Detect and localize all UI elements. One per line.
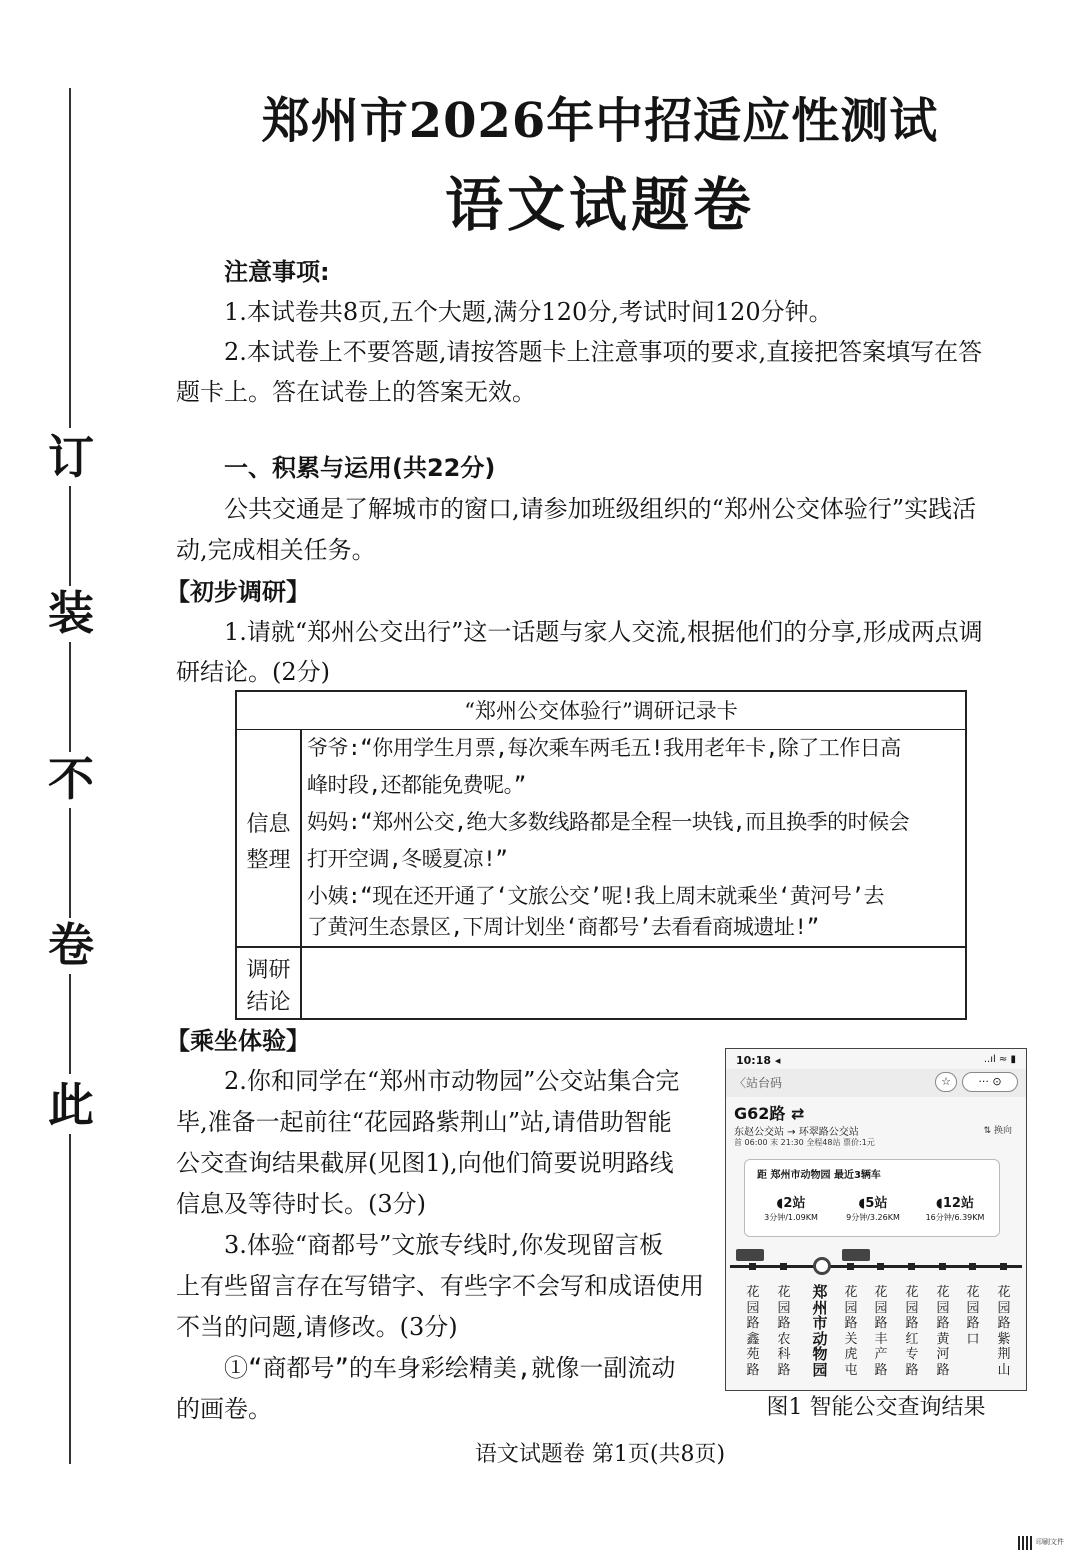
more-icon: ··· ⊙ [962,1072,1018,1092]
bus-stops-away: ◖2站 [776,1196,806,1211]
stop-dot [908,1263,915,1270]
stop-dot [939,1263,946,1270]
stop-name: 花园路关虎屯 [844,1285,858,1378]
card-title: “郑州公交体验行”调研记录卡 [237,692,965,730]
stop-dot [969,1263,976,1270]
card-line: 了黄河生态景区,下周计划坐‘商都号’去看看商城遗址!” [307,915,819,939]
section-heading: 一、积累与运用(共22分) [224,454,496,482]
binding-line [69,808,71,918]
back-link: 〈站台码 [734,1076,783,1090]
stop-name: 花园路鑫苑路 [746,1285,760,1378]
question-3: 上有些留言存在写错字、有些字不会写和成语使用 [176,1272,704,1300]
stop-dot [780,1263,787,1270]
binding-char: 不 [48,752,94,806]
binding-line [69,974,71,1074]
question-3: 3.体验“商都号”文旅专线时,你发现留言板 [224,1231,664,1259]
binding-line [69,1134,71,1464]
route-line [730,1265,1022,1268]
card-label-info: 整理 [246,848,291,873]
bus-stops-away: ◖12站 [936,1196,974,1211]
bus-query-screenshot [725,1048,1027,1391]
binding-line [69,642,71,752]
stop-name: 花园路红专路 [905,1285,919,1378]
bus-eta: 9分钟/3.26KM [846,1213,900,1222]
notes-line: 题卡上。答在试卷上的答案无效。 [176,378,536,406]
route-name: G62路 ⇄ [734,1104,805,1123]
stop-name: 花园路口 [966,1285,980,1347]
card-label-info: 信息 [246,812,291,837]
question-3-item: ①“商都号”的车身彩绘精美,就像一副流动 [224,1354,676,1382]
question-1: 1.请就“郑州公交出行”这一话题与家人交流,根据他们的分享,形成两点调 [224,618,983,646]
route-direction: 东赵公交站 → 环翠路公交站 [734,1127,859,1138]
card-divider [300,730,302,1020]
bus-eta: 16分钟/6.39KM [925,1213,985,1222]
stop-dot [877,1263,884,1270]
bus-icon [736,1249,764,1261]
nearest-buses-card [744,1159,1000,1237]
question-3: 不当的问题,请修改。(3分) [176,1313,458,1341]
card-line: 爷爷:“你用学生月票,每次乘车两毛五!我用老年卡,除了工作日高 [307,736,901,760]
research-tag: 【初步调研】 [166,578,310,606]
bus-stops-away: ◖5站 [858,1196,888,1211]
stop-name: 花园路丰产路 [874,1285,888,1378]
exam-subtitle: 语文试题卷 [444,171,755,239]
phone-time: 10:18 ◂ [736,1054,781,1067]
stop-name-current: 郑州市动物园 [812,1283,828,1379]
notes-heading: 注意事项: [224,258,330,286]
question-2: 毕,准备一起前往“花园路紫荆山”站,请借助智能 [176,1108,672,1136]
route-info: 首 06:00 末 21:30 全程48站 票价:1元 [734,1138,875,1147]
question-2: 公交查询结果截屏(见图1),向他们简要说明路线 [176,1149,674,1177]
page-footer: 语文试题卷 第1页(共8页) [474,1442,726,1467]
question-3-item: 的画卷。 [176,1395,272,1423]
exam-title: 郑州市2026年中招适应性测试 [261,93,939,149]
figure-caption: 图1 智能公交查询结果 [766,1395,986,1420]
card-line: 峰时段,还都能免费呢。” [307,773,526,797]
binding-line [69,88,71,428]
notes-line: 1.本试卷共8页,五个大题,满分120分,考试时间120分钟。 [224,298,833,326]
binding-char: 装 [48,586,94,640]
question-1: 研结论。(2分) [176,658,330,686]
stop-dot [749,1263,756,1270]
phone-status-icons: ..ıl ≈ ▮ [983,1054,1016,1065]
switch-direction: ⇅ 换向 [983,1126,1012,1136]
card-label-conclusion: 调研 [246,958,291,983]
stop-name: 花园路黄河路 [936,1285,950,1378]
phone-nav-buttons [935,1072,1018,1092]
stop-name: 花园路紫荆山 [997,1285,1011,1378]
notes-line: 2.本试卷上不要答题,请按答题卡上注意事项的要求,直接把答案填写在答 [224,338,983,366]
card-label-conclusion: 结论 [246,990,291,1015]
current-stop-marker [813,1257,831,1275]
binding-char: 此 [48,1078,94,1132]
stop-name: 花园路农科路 [777,1285,791,1378]
bus-icon [842,1249,870,1261]
binding-char: 卷 [48,918,94,972]
question-2: 信息及等待时长。(3分) [176,1190,426,1218]
card-line: 打开空调,冬暖夏凉!” [307,847,508,871]
card-line: 小姨:“现在还开通了‘文旅公交’呢!我上周末就乘坐‘黄河号’去 [307,884,884,908]
ride-tag: 【乘坐体验】 [166,1027,310,1055]
binding-line [69,486,71,586]
stop-dot [1000,1263,1007,1270]
watermark: 印刷文件 [1036,1538,1064,1546]
section-intro: 动,完成相关任务。 [176,536,376,564]
star-icon: ☆ [935,1072,957,1092]
nearest-buses-title: 距 郑州市动物园 最近3辆车 [757,1170,881,1181]
section-intro: 公共交通是了解城市的窗口,请参加班级组织的“郑州公交体验行”实践活 [224,495,977,523]
bus-eta: 3分钟/1.09KM [764,1213,818,1222]
stop-dot [847,1263,854,1270]
binding-char: 订 [48,430,94,484]
card-line: 妈妈:“郑州公交,绝大多数线路都是全程一块钱,而且换季的时候会 [307,810,910,834]
research-card [235,690,967,1020]
qr-code-icon [1018,1536,1032,1550]
binding-margin [0,0,140,1557]
question-2: 2.你和同学在“郑州市动物园”公交站集合完 [224,1067,680,1095]
